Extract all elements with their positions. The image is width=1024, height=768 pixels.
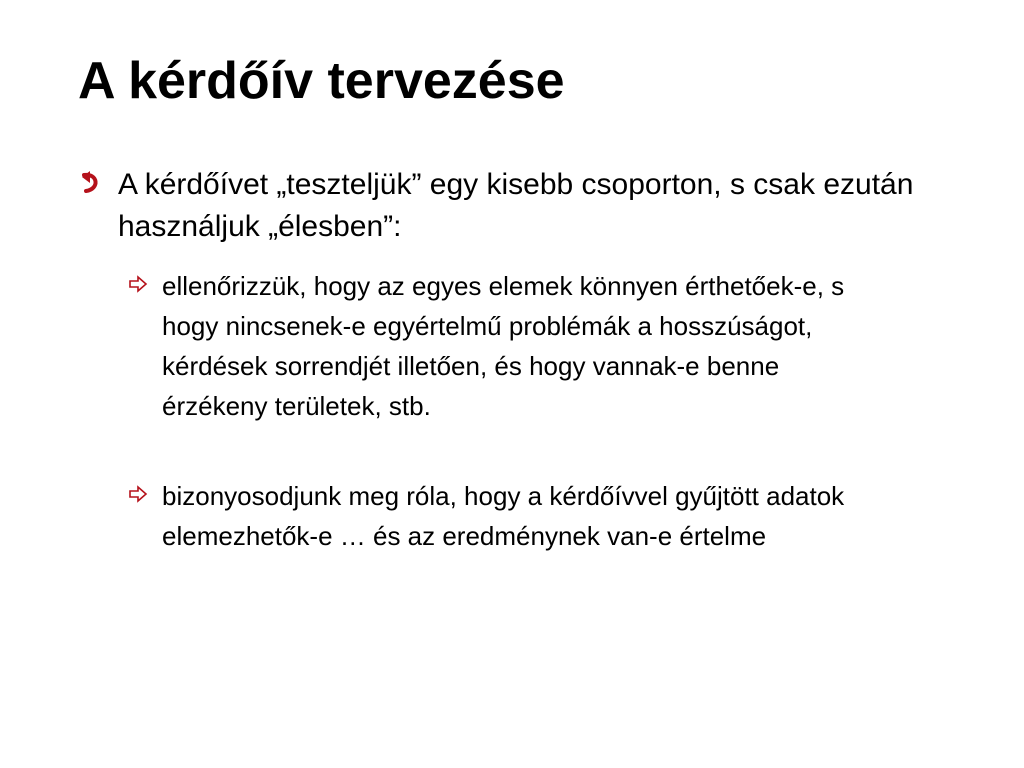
sub-bullet-row (128, 266, 888, 426)
sub-bullet-text: bizonyosodjunk meg róla, hogy a kérdőívvel gyűjtött adatok elemezhetők-e … és az eredménynek van-e értelme (162, 481, 845, 551)
outline-arrow-bullet-icon (128, 484, 148, 504)
sub-bullet-text: ellenőrizzük, hogy az egyes elemek könnyen érthetőek-e, s hogy nincsenek-e egyértelmű problémák a hosszúságot, kérdések sorrendjét illetően, és hogy vannak-e benne érzékeny területek, stb. (162, 271, 845, 421)
bullet-row (80, 164, 960, 248)
sub-bullet-item (128, 266, 888, 426)
slide-title: A kérdőív tervezése (78, 52, 565, 110)
bullet-text: A kérdőívet „teszteljük” egy kisebb csoporton, s csak ezután használjuk „élesben”: (118, 168, 914, 243)
sub-bullet-row (128, 476, 888, 556)
curved-arrow-bullet-icon (80, 169, 104, 197)
bullet-item (80, 164, 960, 248)
outline-arrow-bullet-icon (128, 274, 148, 294)
sub-bullet-item (128, 476, 888, 556)
